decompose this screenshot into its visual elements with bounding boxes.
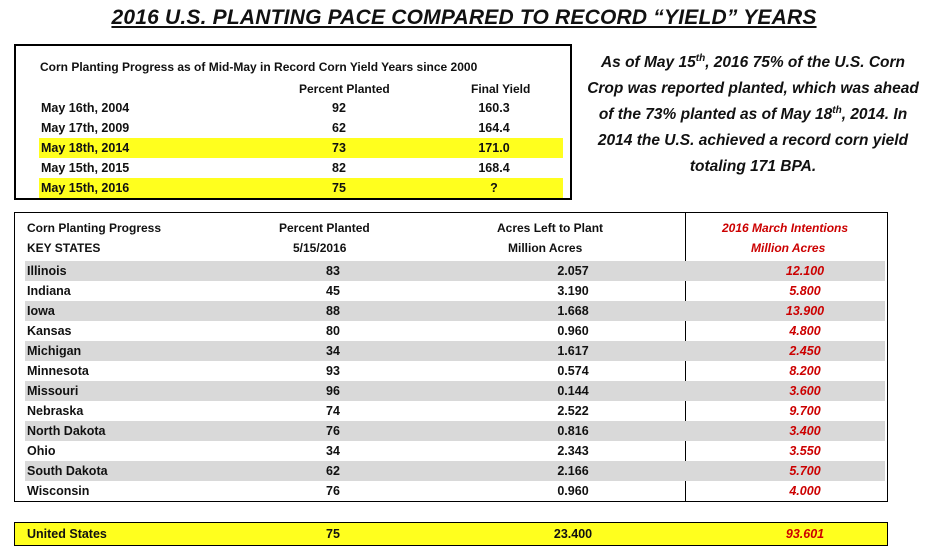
percent-planted: 80 — [326, 324, 340, 338]
row-yield: 160.3 — [478, 101, 510, 115]
acres-left: 1.617 — [557, 344, 589, 358]
row-date: May 15th, 2016 — [41, 181, 130, 195]
acres-left: 0.816 — [557, 424, 589, 438]
table-row — [25, 361, 885, 381]
percent-planted: 74 — [326, 404, 340, 418]
percent-planted: 76 — [326, 484, 340, 498]
table-row — [25, 381, 885, 401]
total-intentions: 93.601 — [785, 527, 825, 541]
header-march-intentions: 2016 March Intentions — [722, 221, 849, 235]
percent-planted: 62 — [326, 464, 340, 478]
header-percent-planted: Percent Planted — [279, 221, 370, 235]
state-name: North Dakota — [27, 424, 106, 438]
percent-planted: 34 — [326, 444, 340, 458]
march-intentions: 4.000 — [789, 484, 821, 498]
ordinal-suffix: th — [695, 52, 706, 64]
state-name: Michigan — [27, 344, 82, 358]
table-row-highlighted — [39, 178, 563, 198]
acres-left: 0.960 — [557, 324, 589, 338]
state-name: Wisconsin — [27, 484, 90, 498]
row-yield: 164.4 — [478, 121, 510, 135]
table-row — [25, 341, 885, 361]
header-million-acres: Million Acres — [508, 241, 583, 255]
state-name: Indiana — [27, 284, 71, 298]
table-row-highlighted — [39, 138, 563, 158]
table-row — [25, 301, 885, 321]
table-row — [25, 401, 885, 421]
march-intentions: 5.700 — [789, 464, 821, 478]
table-row — [25, 441, 885, 461]
row-date: May 18th, 2014 — [41, 141, 130, 155]
row-yield: 171.0 — [478, 141, 510, 155]
march-intentions: 5.800 — [789, 284, 821, 298]
ordinal-suffix: th — [832, 104, 842, 116]
record-yield-table — [14, 44, 572, 200]
acres-left: 1.668 — [557, 304, 589, 318]
note-text: , 2016 75% of the U.S. Corn Crop was reported planted, which was ahead of the 73% planted as of May 18 — [587, 54, 919, 123]
table-row — [39, 158, 563, 178]
table-row — [39, 118, 563, 138]
table-row — [25, 461, 885, 481]
acres-left: 0.574 — [557, 364, 589, 378]
commentary-note — [585, 50, 921, 180]
header-planting-progress: Corn Planting Progress — [27, 221, 162, 235]
total-label: United States — [27, 527, 107, 541]
row-date: May 15th, 2015 — [41, 161, 130, 175]
percent-planted-header: Percent Planted — [299, 82, 390, 96]
state-name: Ohio — [27, 444, 56, 458]
row-yield: 168.4 — [478, 161, 510, 175]
row-percent: 62 — [332, 121, 346, 135]
march-intentions: 2.450 — [789, 344, 821, 358]
state-name: Kansas — [27, 324, 72, 338]
table-row — [25, 321, 885, 341]
header-date: 5/15/2016 — [293, 241, 347, 255]
march-intentions: 3.600 — [789, 384, 821, 398]
percent-planted: 96 — [326, 384, 340, 398]
table-row — [39, 98, 563, 118]
header-key-states: KEY STATES — [27, 241, 101, 255]
acres-left: 2.166 — [557, 464, 589, 478]
state-name: Minnesota — [27, 364, 89, 378]
total-percent: 75 — [326, 527, 340, 541]
header-intentions-units: Million Acres — [751, 241, 826, 255]
percent-planted: 34 — [326, 344, 340, 358]
acres-left: 0.960 — [557, 484, 589, 498]
row-percent: 92 — [332, 101, 346, 115]
percent-planted: 88 — [326, 304, 340, 318]
page-title: 2016 U.S. PLANTING PACE COMPARED TO RECORD “YIELD” YEARS — [111, 6, 817, 29]
march-intentions: 12.100 — [785, 264, 825, 278]
march-intentions: 3.400 — [789, 424, 821, 438]
row-yield: ? — [490, 181, 498, 195]
final-yield-header: Final Yield — [471, 82, 531, 96]
march-intentions: 3.550 — [789, 444, 821, 458]
us-total-row — [14, 522, 888, 546]
state-name: Illinois — [27, 264, 67, 278]
march-intentions: 9.700 — [789, 404, 821, 418]
table-row — [25, 421, 885, 441]
percent-planted: 45 — [326, 284, 340, 298]
total-acres-left: 23.400 — [553, 527, 593, 541]
table-row — [25, 481, 885, 501]
march-intentions: 13.900 — [785, 304, 825, 318]
table-row — [25, 261, 885, 281]
acres-left: 3.190 — [557, 284, 589, 298]
march-intentions: 8.200 — [789, 364, 821, 378]
note-text: , 2014. In 2014 the U.S. achieved a record corn yield totaling 171 BPA. — [597, 106, 909, 175]
note-text: As of May 15 — [600, 54, 696, 71]
state-name: Nebraska — [27, 404, 84, 418]
acres-left: 2.522 — [557, 404, 589, 418]
percent-planted: 76 — [326, 424, 340, 438]
table-row — [25, 281, 885, 301]
percent-planted: 93 — [326, 364, 340, 378]
state-name: South Dakota — [27, 464, 108, 478]
row-percent: 73 — [332, 141, 346, 155]
percent-planted: 83 — [326, 264, 340, 278]
record-yield-heading: Corn Planting Progress as of Mid-May in Record Corn Yield Years since 2000 — [40, 60, 478, 74]
acres-left: 2.343 — [557, 444, 589, 458]
acres-left: 0.144 — [557, 384, 589, 398]
header-acres-left: Acres Left to Plant — [497, 221, 604, 235]
state-name: Iowa — [27, 304, 55, 318]
row-date: May 17th, 2009 — [41, 121, 130, 135]
acres-left: 2.057 — [557, 264, 589, 278]
row-percent: 82 — [332, 161, 346, 175]
state-name: Missouri — [27, 384, 79, 398]
row-percent: 75 — [332, 181, 346, 195]
row-date: May 16th, 2004 — [41, 101, 130, 115]
march-intentions: 4.800 — [789, 324, 821, 338]
key-states-table — [14, 212, 888, 502]
